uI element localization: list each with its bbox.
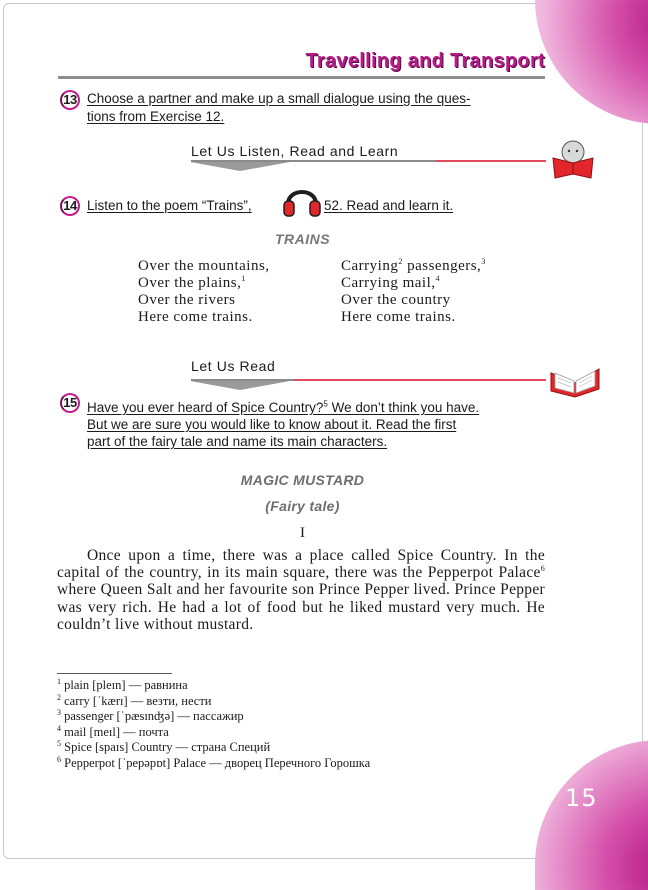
poem-line: Over the mountains,: [138, 258, 270, 274]
track-number: 52: [324, 198, 340, 213]
section-rule-accent: [294, 379, 546, 381]
open-book-icon: [548, 363, 602, 399]
footnote: $^4$ mail [meɪl] — почта: [57, 723, 169, 739]
poem-column-right: [341, 258, 486, 326]
exercise-number-15: 15: [60, 393, 80, 413]
footnote-ref: 2: [398, 257, 403, 266]
poem-column-left: [138, 258, 270, 326]
footnote: $^2$ carry [ˈkærɪ] — везти, нести: [57, 692, 212, 708]
exercise-14-text-end: [324, 197, 453, 215]
section-rule-accent: [436, 160, 546, 162]
exercise-15-line-2: But we are sure you would like to know about it. Read the first: [87, 417, 457, 432]
story-title: MAGIC MUSTARD: [240, 472, 365, 488]
poem-line: Over the rivers: [138, 292, 236, 308]
footnote-rule: [57, 673, 172, 674]
chapter-number: I: [300, 525, 305, 541]
book-face-icon: [549, 140, 597, 180]
poem-line: Carrying mail,$^4$: [341, 274, 440, 291]
footnote: $^3$ passenger [ˈpæsɪnʤə] — пассажир: [57, 708, 244, 724]
page-number: 15: [565, 784, 598, 812]
unit-title: Travelling and Transport: [305, 50, 545, 72]
section-label-read: Let Us Read: [191, 358, 276, 374]
title-rule: [58, 76, 545, 79]
footnote-ref: 5: [323, 399, 328, 409]
story-subtitle: (Fairy tale): [265, 498, 340, 514]
section-marker: [190, 381, 290, 390]
section-marker: [190, 162, 290, 171]
headphones-icon[interactable]: [282, 180, 322, 218]
exercise-number-14: 14: [60, 196, 80, 216]
exercise-number-13: 13: [60, 90, 80, 110]
footnote: $^1$ plain [pleɪn] — равнина: [57, 676, 188, 692]
footnote-ref: 1: [241, 274, 246, 283]
poem-line: Here come trains.: [341, 309, 456, 325]
exercise-13-line-1: Choose a partner and make up a small dialogue using the ques-: [87, 91, 471, 106]
poem-line: Over the plains,$^1$: [138, 274, 246, 291]
exercise-15-line-1: Have you ever heard of Spice Country?$^5$ We don’t think you have.: [87, 399, 480, 415]
story-paragraph: Once upon a time, there was a place called Spice Country. In the capital of the country, in its main square, there was the Pepperpot Palace$^6$ where Queen Salt and her favourite son Prince Pepper lived. Prince Pepper was very rich. He had a lot of food but he liked mustard very much. He couldn’t live without mustard.: [57, 547, 545, 633]
footnote-ref: 6: [540, 564, 545, 574]
exercise-14-instruction: . Read and learn it.: [339, 198, 454, 213]
footnote: $^5$ Spice [spaɪs] Country — страна Специй: [57, 739, 271, 755]
footnote-ref: 4: [435, 274, 440, 283]
footnote: $^6$ Pepperpot [ˈpepəpɒt] Palace — дворец Перечного Горошка: [57, 754, 371, 770]
section-label-listen: Let Us Listen, Read and Learn: [191, 143, 399, 159]
poem-title: TRAINS: [274, 231, 331, 247]
poem-line: Here come trains.: [138, 309, 253, 325]
exercise-14-text-start: Listen to the poem “Trains”,: [87, 198, 252, 213]
exercise-15-line-3: part of the fairy tale and name its main characters.: [87, 434, 388, 449]
poem-line: Carrying$^2$ passengers,$^3$: [341, 257, 486, 274]
footnotes: [57, 678, 370, 772]
exercise-13-line-2: tions from Exercise 12.: [87, 109, 225, 124]
poem-line: Over the country: [341, 292, 451, 308]
footnote-ref: 3: [481, 257, 486, 266]
